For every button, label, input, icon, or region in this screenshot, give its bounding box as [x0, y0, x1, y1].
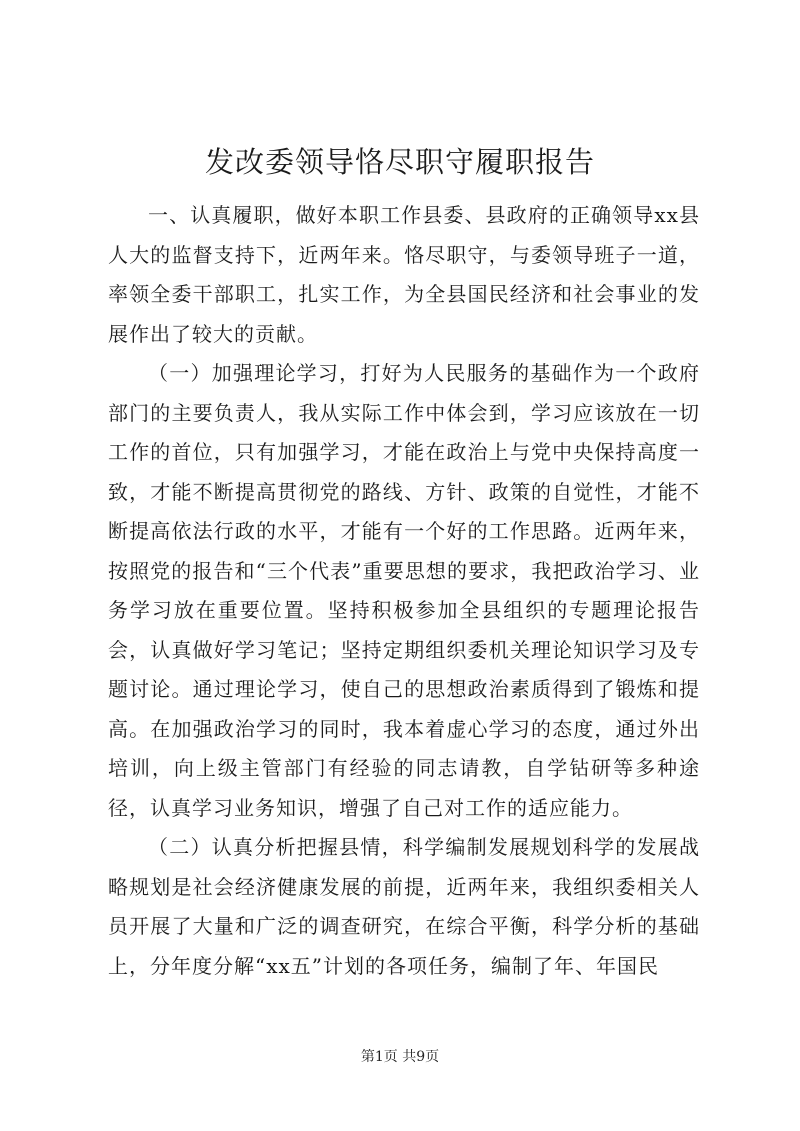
paragraph-theory-study: （一）加强理论学习，打好为人民服务的基础作为一个政府部门的主要负责人，我从实际工作中体会到，学习应该放在一切工作的首位，只有加强学习，才能在政治上与党中央保持高度一致，才能不断提高贯彻党的路线、方针、政策的自觉性，才能不断提高依法行政的水平，才能有一个好的工作思路。近两年来，按照党的报告和“三个代表”重要思想的要求，我把政治学习、业务学习放在重要位置。坚持积极参加全县组织的专题理论报告会，认真做好学习笔记；坚持定期组织委机关理论知识学习及专题讨论。通过理论学习，使自己的思想政治素质得到了锻炼和提高。在加强政治学习的同时，我本着虚心学习的态度，通过外出培训，向上级主管部门有经验的同志请教，自学钻研等多种途径，认真学习业务知识，增强了自己对工作的适应能力。 [108, 361, 700, 820]
paragraph-section-one: 一、认真履职，做好本职工作县委、县政府的正确领导xx县人大的监督支持下，近两年来。恪尽职守，与委领导班子一道，率领全委干部职工，扎实工作，为全县国民经济和社会事业的发展作出了较大的贡献。 [108, 203, 700, 346]
paragraph-development-planning: （二）认真分析把握县情，科学编制发展规划科学的发展战略规划是社会经济健康发展的前提，近两年来，我组织委相关人员开展了大量和广泛的调查研究，在综合平衡，科学分析的基础上，分年度分解“xx五”计划的各项任务，编制了年、年国民 [108, 835, 700, 978]
document-title: 发改委领导恪尽职守履职报告 [204, 145, 595, 179]
document-body [108, 196, 700, 986]
page-footer: 第1页 共9页 [360, 1049, 440, 1065]
